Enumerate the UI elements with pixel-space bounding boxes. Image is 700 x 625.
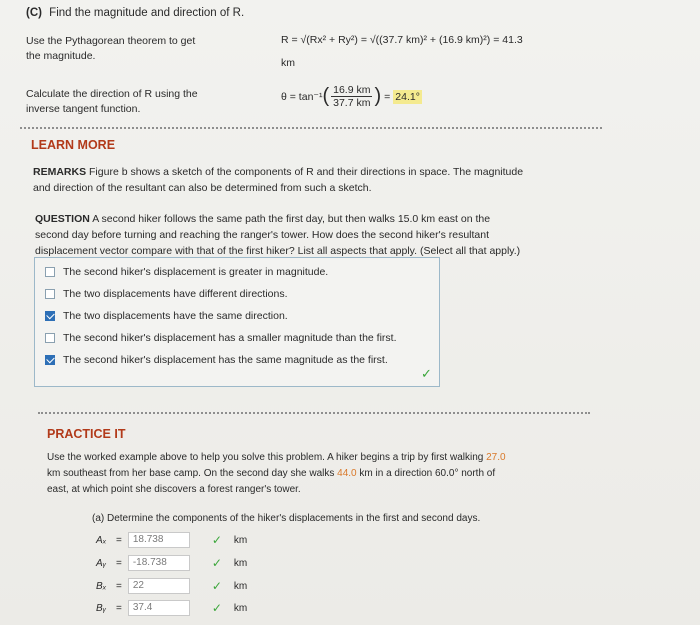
fraction-numerator: 16.9 km [333,84,371,96]
fraction [331,84,372,109]
magnitude-equation: R = √(Rx² + Ry²) = √((37.7 km)² + (16.9 km)²) = 41.3 [281,34,523,46]
step-c-row2-text [26,87,198,117]
practice-text-part: east, at which point she discovers a forest ranger's tower. [47,484,301,495]
remarks-line: and direction of the resultant can also be determined from such a sketch. [33,182,372,194]
row1-text-line: the magnitude. [26,50,96,62]
row2-text-line: Calculate the direction of R using the [26,88,198,100]
equals-sign: = [116,580,122,592]
option-row[interactable] [45,354,388,366]
checkbox[interactable] [45,289,55,299]
field-row-ax [96,532,247,548]
field-row-bx [96,578,247,594]
unit-label: km [233,557,248,569]
paren-right: ) [374,85,382,107]
checkbox[interactable] [45,267,55,277]
practice-line [47,482,597,498]
unit-label: km [233,602,248,614]
option-label: The two displacements have the same direction. [63,310,288,322]
checkbox-checked[interactable] [45,311,55,321]
option-label: The two displacements have different directions. [63,288,288,300]
divider [38,412,590,414]
option-label: The second hiker's displacement is greater in magnitude. [63,266,329,278]
tan-inverse: θ = tan⁻¹ [281,90,323,103]
equals-sign: = [116,534,122,546]
option-row[interactable] [45,288,288,300]
correct-check-icon: ✓ [211,533,222,547]
equals-sign: = [384,90,391,103]
part-a-prompt: (a) Determine the components of the hiker's displacements in the first and second days. [92,513,481,524]
checkbox-checked[interactable] [45,355,55,365]
step-c-row1-text [26,34,195,64]
step-title-text: Find the magnitude and direction of R. [49,7,245,19]
practice-it-heading: PRACTICE IT [47,427,126,441]
question [35,211,605,259]
practice-text-part: km southeast from her base camp. On the second day she walks [47,468,338,479]
remarks [33,164,603,196]
option-row[interactable] [45,266,328,278]
var-label: Bₓ [96,580,107,592]
correct-check-icon: ✓ [211,579,222,593]
equals-sign: = [116,602,122,614]
question-line: second day before turning and reaching the ranger's tower. How does the second hiker's resultant [35,229,490,241]
answer-input[interactable]: 18.738 [128,532,190,548]
question-line: displacement vector compare with that of the first hiker? List all aspects that apply. (Select all that apply.) [35,245,521,257]
option-label: The second hiker's displacement has the same magnitude as the first. [63,354,388,366]
field-row-by [96,600,247,616]
unit-label: km [233,534,248,546]
var-label: Aₓ [96,534,107,546]
question-line: A second hiker follows the same path the first day, but then walks 15.0 km east on the [92,213,491,225]
practice-line [47,466,597,482]
practice-text [47,450,597,498]
practice-line [47,450,597,466]
correct-check-icon: ✓ [211,556,222,570]
direction-answer: 24.1° [395,90,420,103]
paren-left: ( [322,85,330,107]
var-label: Aᵧ [96,557,107,569]
unit-label: km [233,580,248,592]
divider [20,127,602,129]
equals-sign: = [116,557,122,569]
answer-input[interactable]: 22 [128,578,190,594]
question-label: QUESTION [35,213,90,225]
var-label: Bᵧ [96,602,107,614]
checkbox[interactable] [45,333,55,343]
direction-equation [281,84,422,109]
practice-text-part: Use the worked example above to help you solve this problem. A hiker begins a trip by first walking [47,452,487,463]
remarks-line: Figure b shows a sketch of the components of R and their directions in space. The magnitude [89,166,524,178]
remarks-label: REMARKS [33,166,87,178]
option-row[interactable] [45,332,397,344]
fraction-denominator: 37.7 km [333,97,371,109]
given-value: 44.0 [337,468,357,479]
practice-text-part: km in a direction 60.0° north of [356,468,496,479]
magnitude-unit: km [281,57,295,69]
option-row[interactable] [45,310,288,322]
given-value: 27.0 [486,452,506,463]
option-label: The second hiker's displacement has a smaller magnitude than the first. [63,332,397,344]
step-c-title [26,7,244,19]
correct-check-icon: ✓ [421,366,432,381]
correct-check-icon: ✓ [211,601,222,615]
field-row-ay [96,555,247,571]
learn-more-heading: LEARN MORE [31,138,116,152]
answer-input[interactable]: -18.738 [128,555,190,571]
row2-text-line: inverse tangent function. [26,103,141,115]
row1-text-line: Use the Pythagorean theorem to get [26,35,196,47]
answer-input[interactable]: 37.4 [128,600,190,616]
step-label: (C) [26,7,42,19]
answer-options [34,257,440,387]
